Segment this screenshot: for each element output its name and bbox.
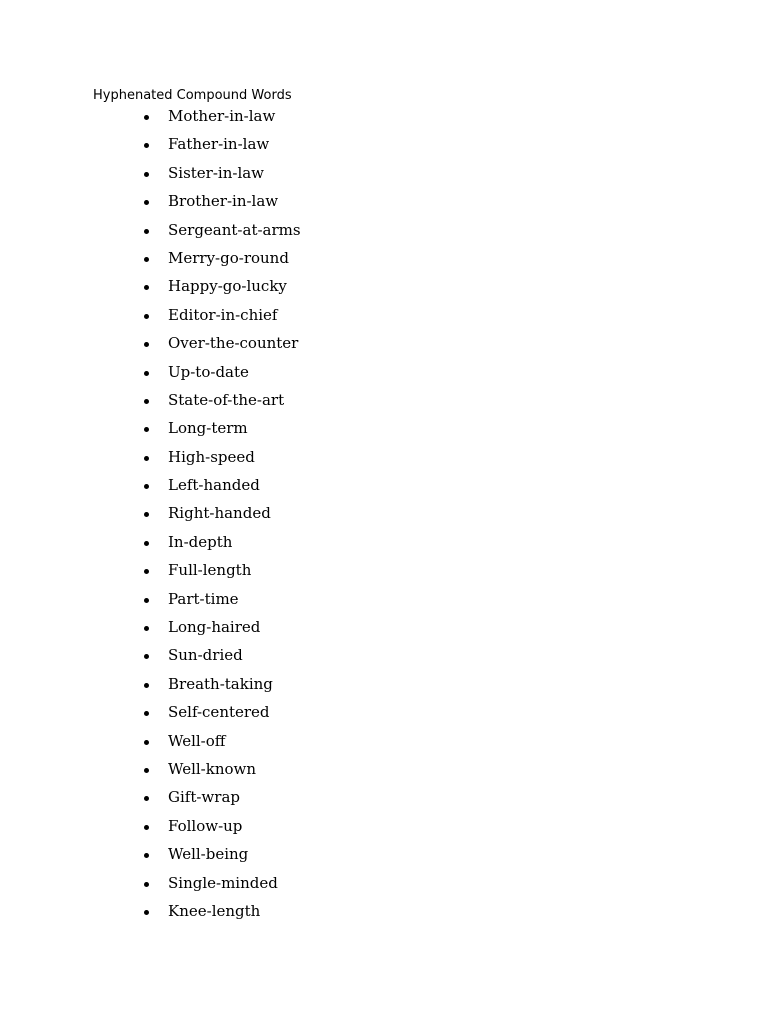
bullet-icon (144, 796, 149, 801)
bullet-icon (144, 768, 149, 773)
bullet-icon (144, 626, 149, 631)
list-item-text: Merry-go-round (168, 248, 289, 267)
bullet-icon (144, 683, 149, 688)
bullet-icon (144, 172, 149, 177)
list-item-text: State-of-the-art (168, 390, 285, 409)
bullet-icon (144, 200, 149, 205)
bullet-icon (144, 115, 149, 120)
list-item-text: Well-off (168, 731, 226, 750)
list-item-text: Part-time (168, 589, 239, 608)
list-item-text: Breath-taking (168, 674, 273, 693)
list-item-text: Sister-in-law (168, 163, 265, 182)
list-item-text: Happy-go-lucky (168, 277, 287, 296)
list-item-text: Mother-in-law (168, 107, 276, 125)
bullet-icon (144, 853, 149, 858)
bullet-icon (144, 484, 149, 489)
bullet-icon (144, 427, 149, 432)
list-item-text: Editor-in-chief (168, 305, 278, 324)
bullet-icon (144, 285, 149, 290)
bullet-icon (144, 910, 149, 915)
list-item-text: Brother-in-law (168, 192, 279, 211)
bullet-icon (144, 541, 149, 546)
bullet-icon (144, 342, 149, 347)
list-item-text: Well-known (168, 759, 257, 778)
bullet-icon (144, 569, 149, 574)
bullet-icon (144, 512, 149, 517)
bullet-icon (144, 740, 149, 745)
list-item-text: Knee-length (168, 901, 261, 920)
list-item-text: Left-handed (168, 476, 260, 495)
bullet-icon (144, 229, 149, 234)
list-item-text: Over-the-counter (168, 334, 299, 353)
list-item-text: Follow-up (168, 816, 243, 835)
list-item-text: Sun-dried (168, 646, 243, 665)
list-item-text: High-speed (168, 447, 255, 466)
list-item-text: Gift-wrap (168, 788, 240, 807)
list-item-text: Father-in-law (168, 135, 270, 154)
bullet-icon (144, 456, 149, 461)
bullet-icon (144, 399, 149, 404)
list-item-text: Well-being (168, 845, 249, 864)
list-item-text: Long-term (168, 419, 248, 438)
bullet-icon (144, 143, 149, 148)
list-item-text: Up-to-date (168, 362, 249, 381)
bullet-icon (144, 825, 149, 830)
bullet-icon (144, 654, 149, 659)
list-item-text: Long-haired (168, 618, 261, 637)
list-item-text: Self-centered (168, 703, 270, 722)
bullet-icon (144, 257, 149, 262)
bullet-icon (144, 882, 149, 887)
bullet-icon (144, 371, 149, 376)
document-heading: Hyphenated Compound Words (93, 88, 292, 103)
list-item-text: Sergeant-at-arms (168, 220, 301, 239)
bullet-icon (144, 711, 149, 716)
bullet-icon (144, 598, 149, 603)
list-item-text: In-depth (168, 532, 233, 551)
list-item-text: Single-minded (168, 873, 278, 892)
bullet-icon (144, 314, 149, 319)
list-item-text: Right-handed (168, 504, 271, 523)
list-item-text: Full-length (168, 561, 252, 580)
